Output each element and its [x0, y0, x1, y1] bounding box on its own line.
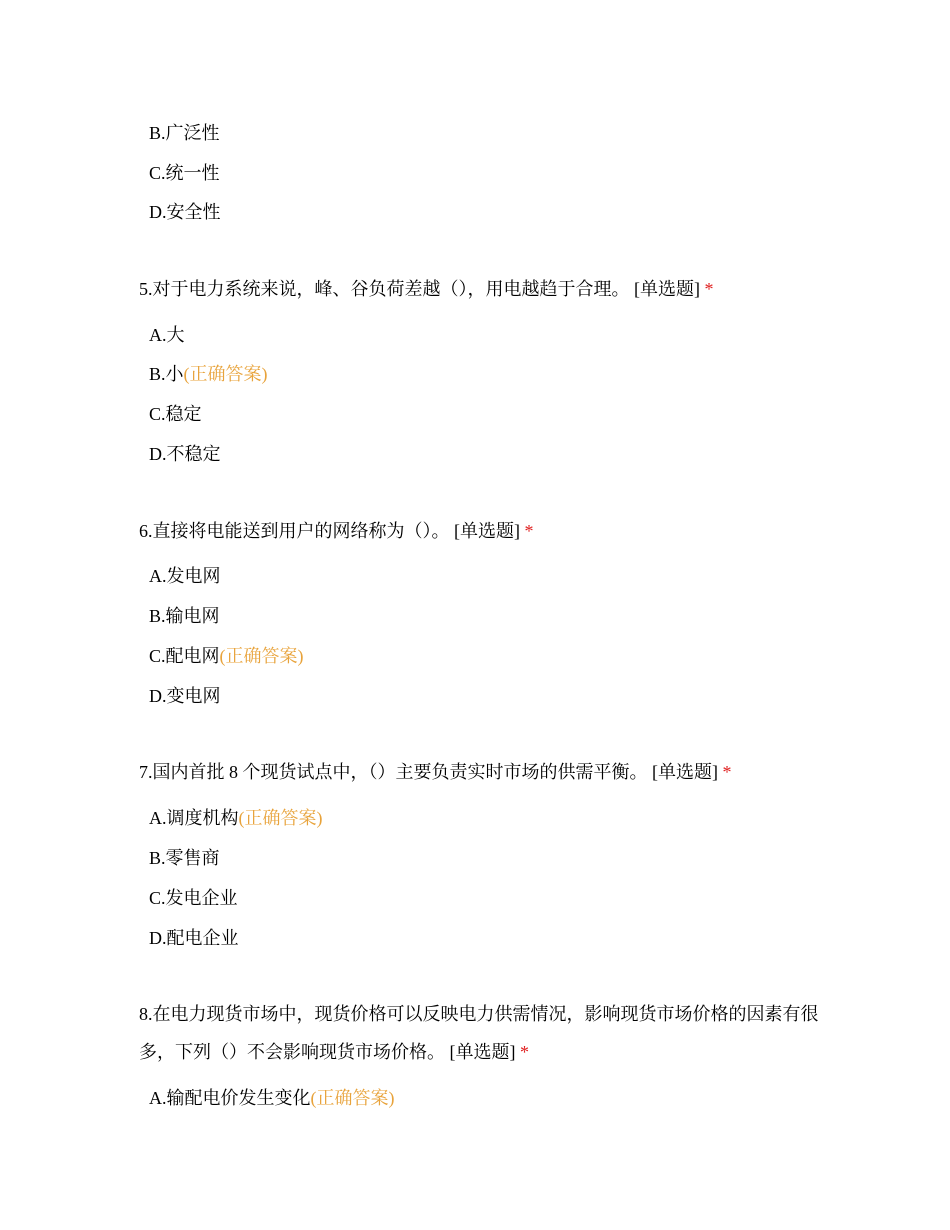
option-text: A.发电网	[149, 566, 221, 586]
question-stem: 5.对于电力系统来说，峰、谷负荷差越（），用电越趋于合理。	[139, 279, 630, 299]
option-q5-b	[149, 362, 268, 386]
option-q7-c	[149, 886, 238, 910]
option-text: D.配电企业	[149, 928, 239, 948]
option-carry-b	[149, 121, 220, 145]
correct-answer-mark: (正确答案)	[183, 364, 268, 384]
option-text: D.不稳定	[149, 444, 221, 464]
option-text: C.配电网	[149, 646, 220, 666]
option-q5-d	[149, 442, 221, 466]
required-mark: *	[704, 279, 714, 299]
option-q5-c	[149, 402, 202, 426]
required-mark: *	[520, 1042, 529, 1062]
option-text: A.输配电价发生变化	[149, 1088, 311, 1108]
option-text: A.调度机构	[149, 808, 239, 828]
option-text: D.变电网	[149, 686, 221, 706]
question-stem: 8.在电力现货市场中，现货价格可以反映电力供需情况，影响现货市场价格的因素有很多，下列（）不会影响现货市场价格。	[139, 1004, 819, 1062]
question-5	[139, 270, 819, 308]
option-q7-a	[149, 806, 323, 830]
option-text: C.稳定	[149, 404, 202, 424]
option-text: B.输电网	[149, 606, 220, 626]
question-type: [单选题]	[652, 762, 718, 782]
question-6	[139, 512, 819, 550]
option-q6-a	[149, 564, 221, 588]
option-q6-d	[149, 684, 221, 708]
option-text: C.统一性	[149, 163, 220, 183]
correct-answer-mark: (正确答案)	[219, 646, 304, 666]
option-q7-d	[149, 926, 239, 950]
question-stem: 7.国内首批 8 个现货试点中，（）主要负责实时市场的供需平衡。	[139, 762, 648, 782]
option-carry-d	[149, 200, 221, 224]
option-q5-a	[149, 323, 185, 347]
option-q7-b	[149, 846, 220, 870]
question-8	[139, 995, 819, 1071]
correct-answer-mark: (正确答案)	[238, 808, 323, 828]
option-text: B.小	[149, 364, 184, 384]
question-type: [单选题]	[634, 279, 700, 299]
question-type: [单选题]	[449, 1042, 516, 1062]
option-q6-b	[149, 604, 220, 628]
question-type: [单选题]	[454, 521, 520, 541]
option-q8-a	[149, 1086, 395, 1110]
question-7	[139, 753, 819, 791]
option-text: B.零售商	[149, 848, 220, 868]
option-text: D.安全性	[149, 202, 221, 222]
correct-answer-mark: (正确答案)	[310, 1088, 395, 1108]
required-mark: *	[524, 521, 534, 541]
question-stem: 6.直接将电能送到用户的网络称为（）。	[139, 521, 450, 541]
option-carry-c	[149, 161, 220, 185]
option-q6-c	[149, 644, 304, 668]
option-text: B.广泛性	[149, 123, 220, 143]
option-text: A.大	[149, 325, 185, 345]
required-mark: *	[722, 762, 732, 782]
option-text: C.发电企业	[149, 888, 238, 908]
